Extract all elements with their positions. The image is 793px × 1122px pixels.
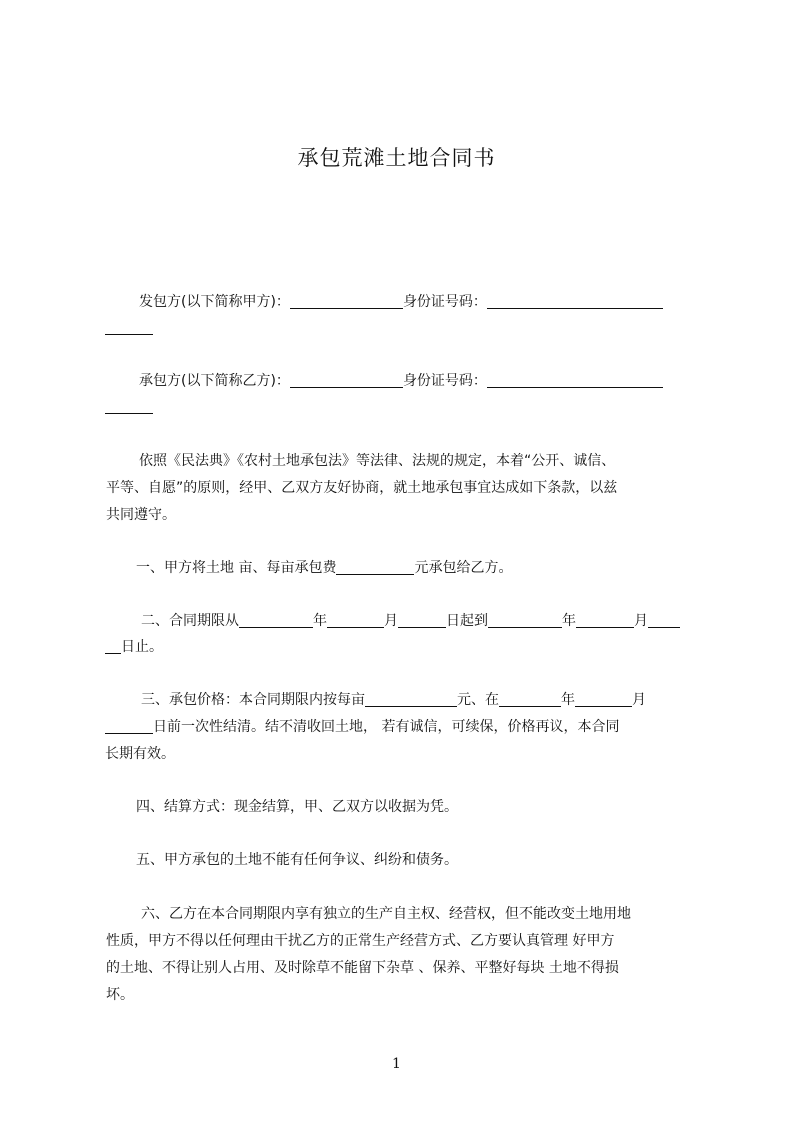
- clause-2-month-1: 月: [384, 613, 398, 629]
- clause-3-year: 年: [561, 692, 575, 708]
- clause-6-line-3: 的土地、不得让别人占用、及时除草不能留下杂草 、保养、平整好每块 土地不得损: [106, 960, 619, 976]
- clause-6-line-1: 六、乙方在本合同期限内享有独立的生产自主权、经营权，但不能改变土地用地: [141, 906, 631, 922]
- clause-3-year-blank: [499, 691, 561, 707]
- clause-2-cont: [105, 637, 163, 657]
- clause-2-year-1: 年: [313, 613, 327, 629]
- clause-3-text: 三、承包价格：本合同期限内按每亩: [141, 692, 365, 708]
- clause-2-end-month-blank: [576, 612, 634, 628]
- intro-line-2: 平等、自愿”的原则，经甲、乙双方友好协商，就土地承包事宜达成如下条款，以兹: [106, 480, 618, 496]
- clause-6-line-4: 坏。: [106, 987, 134, 1003]
- clause-2-start-month-blank: [327, 612, 384, 628]
- party-a-id-label: 身份证号码：: [402, 294, 487, 310]
- party-b-label: 承包方(以下简称乙方)：: [139, 373, 290, 389]
- clause-3-yuan: 元、在: [457, 692, 499, 708]
- clause-2-end: 日止。: [121, 639, 163, 655]
- page-number: 1: [392, 1056, 401, 1072]
- party-b-line-cont: [105, 397, 153, 417]
- party-b-line: [139, 371, 663, 391]
- clause-2-start-day-blank: [398, 612, 446, 628]
- clause-3-month-blank: [575, 691, 632, 707]
- clause-3-line-3: 长期有效。: [105, 746, 175, 762]
- party-b-name-blank: [290, 372, 403, 388]
- clause-2-end-day-blank-cont: [105, 638, 121, 654]
- clause-2-day-1: 日起到: [446, 613, 488, 629]
- clause-6-line-2: 性质，甲方不得以任何理由干扰乙方的正常生产经营方式、乙方要认真管理 好甲方: [106, 933, 615, 949]
- party-a-label: 发包方(以下简称甲方)：: [139, 294, 290, 310]
- intro-line-3: 共同遵守。: [106, 507, 176, 523]
- clause-2-year-2: 年: [562, 613, 576, 629]
- clause-4: 四、结算方式：现金结算，甲、乙双方以收据为凭。: [136, 799, 458, 815]
- party-a-id-blank-cont: [105, 319, 153, 335]
- clause-1: [136, 558, 512, 578]
- party-b-id-blank: [487, 372, 663, 388]
- clause-2-month-2: 月: [634, 613, 648, 629]
- clause-3-line-2: [105, 717, 619, 737]
- clause-1-fee-blank: [336, 559, 414, 575]
- clause-2-text: 二、合同期限从: [141, 613, 239, 629]
- clause-3: [141, 690, 646, 710]
- clause-1-text-end: 元承包给乙方。: [414, 560, 513, 576]
- clause-2-end-year-blank: [488, 612, 562, 628]
- clause-5: 五、甲方承包的土地不能有任何争议、纠纷和债务。: [136, 852, 458, 868]
- clause-2: [141, 611, 680, 631]
- party-a-line-cont: [105, 318, 153, 338]
- intro-line-1: 依照《民法典》《农村土地承包法》等法律、法规的规定，本着“公开、诚信、: [139, 453, 616, 469]
- clause-3-line-2-text: 日前一次性结清。结不清收回土地， 若有诚信，可续保，价格再议，本合同: [153, 719, 620, 735]
- document-title: 承包荒滩土地合同书: [297, 146, 496, 170]
- clause-2-start-year-blank: [239, 612, 313, 628]
- clause-3-price-blank: [365, 691, 457, 707]
- party-a-line: [139, 292, 663, 312]
- clause-2-end-day-blank: [648, 612, 680, 628]
- clause-3-day-blank: [105, 718, 153, 734]
- clause-1-text: 一、甲方将土地 亩、每亩承包费: [136, 560, 337, 576]
- party-a-name-blank: [290, 293, 403, 309]
- clause-3-month: 月: [632, 692, 646, 708]
- party-b-id-blank-cont: [105, 398, 153, 414]
- party-a-id-blank: [487, 293, 663, 309]
- party-b-id-label: 身份证号码：: [402, 373, 487, 389]
